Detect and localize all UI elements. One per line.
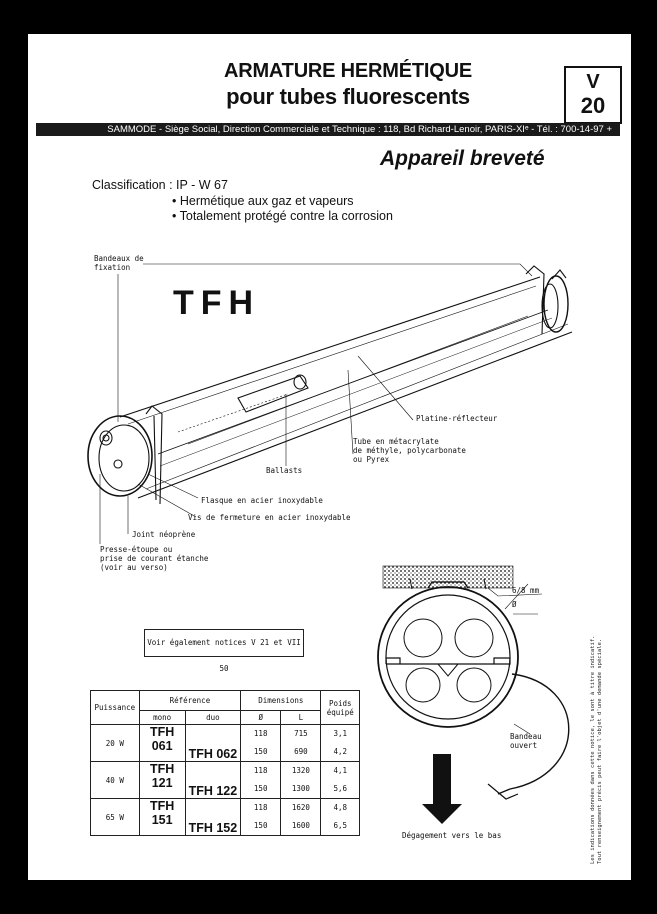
- cell-length: [281, 799, 321, 836]
- header-poids: [321, 691, 360, 725]
- label-degagement: Dégagement vers le bas: [402, 831, 502, 840]
- table-row: [91, 725, 360, 762]
- feature-bullet: • Hermétique aux gaz et vapeurs: [172, 194, 354, 208]
- header-poids-line: Poids: [328, 698, 352, 708]
- cell-weight: [321, 725, 360, 762]
- cell-duo: TFH 152: [185, 799, 241, 836]
- cell-value: 6,5: [333, 821, 347, 830]
- model-name: TFH: [173, 284, 261, 322]
- cell-value: 715: [294, 729, 308, 738]
- header-dimensions: Dimensions: [241, 691, 321, 711]
- cell-power: 40 W: [91, 762, 140, 799]
- side-disclaimer-line: Les indications données dans cette notice, le sont à titre indicatif.: [590, 635, 596, 864]
- cell-value: 4,1: [333, 766, 347, 775]
- cell-value: 690: [294, 747, 308, 756]
- label-line: de méthyle, polycarbonate: [353, 446, 466, 455]
- cell-value: 4,8: [333, 803, 347, 812]
- title-line-1: ARMATURE HERMÉTIQUE: [223, 60, 473, 82]
- cell-mono: TFH 061: [139, 725, 185, 762]
- header-duo: duo: [185, 711, 241, 725]
- cell-length: [281, 725, 321, 762]
- company-banner: SAMMODE - Siège Social, Direction Commerciale et Technique : 118, Bd Richard-Lenoir, PARIS-XIᵉ - Tél. : 700-14-97 +: [36, 123, 620, 136]
- classification: Classification : IP - W 67: [92, 178, 228, 192]
- label-line: ou Pyrex: [353, 455, 390, 464]
- see-also-note: Voir également notices V 21 et VII 50: [144, 629, 304, 657]
- side-disclaimer-line: Tout renseignement précis peut faire l'objet d'une demande spéciale.: [597, 638, 603, 864]
- cell-value: 118: [253, 803, 268, 812]
- feature-bullet: • Totalement protégé contre la corrosion: [172, 209, 393, 223]
- cell-value: 1300: [291, 784, 310, 793]
- cell-weight: [321, 799, 360, 836]
- notice-code-number: 20: [580, 93, 606, 118]
- cell-value: 150: [253, 747, 268, 756]
- header-poids-line: équipé: [326, 707, 354, 717]
- cell-value: 4,2: [333, 747, 347, 756]
- specifications-table: [90, 690, 360, 836]
- cell-length: [281, 762, 321, 799]
- label-line: fixation: [94, 263, 131, 272]
- cell-value: 1620: [291, 803, 310, 812]
- label-gap: 6/8 mm: [512, 586, 540, 595]
- label-line: Bandeaux de: [94, 254, 144, 263]
- patent-heading: Appareil breveté: [380, 147, 545, 170]
- document-page: [28, 34, 631, 880]
- table-row: [91, 762, 360, 799]
- label-line: Presse-étoupe ou: [100, 545, 173, 554]
- table-row: [91, 799, 360, 836]
- cell-value: 150: [253, 784, 268, 793]
- title-line-2: pour tubes fluorescents: [226, 84, 470, 109]
- label-diameter: Ø: [512, 600, 517, 609]
- cell-duo: TFH 122: [185, 762, 241, 799]
- header-reference: Référence: [139, 691, 241, 711]
- label-platine: Platine-réflecteur: [416, 414, 498, 423]
- cell-weight: [321, 762, 360, 799]
- label-bandeau-ouvert: [510, 732, 542, 750]
- cell-value: 1320: [291, 766, 310, 775]
- header-diameter: Ø: [241, 711, 281, 725]
- header-mono: mono: [139, 711, 185, 725]
- header-puissance: Puissance: [91, 691, 140, 725]
- cell-value: 118: [253, 729, 268, 738]
- side-disclaimer: [590, 624, 604, 864]
- cell-value: 118: [253, 766, 268, 775]
- cell-power: 20 W: [91, 725, 140, 762]
- cell-value: 5,6: [333, 784, 347, 793]
- label-line: prise de courant étanche: [100, 554, 209, 563]
- label-vis: Vis de fermeture en acier inoxydable: [188, 513, 351, 522]
- cell-value: 3,1: [333, 729, 347, 738]
- label-line: ouvert: [510, 741, 538, 750]
- cell-mono: TFH 151: [139, 799, 185, 836]
- side-disclaimer-text: [590, 624, 604, 864]
- label-line: Bandeau: [510, 732, 542, 741]
- label-line: (voir au verso): [100, 563, 168, 572]
- notice-code-letter: V: [586, 71, 600, 93]
- cell-mono: TFH 121: [139, 762, 185, 799]
- cell-value: 150: [253, 821, 268, 830]
- label-joint: Joint néoprène: [132, 530, 196, 539]
- label-flasque: Flasque en acier inoxydable: [201, 496, 323, 505]
- cell-diameter: [241, 799, 281, 836]
- cell-value: 1600: [291, 821, 310, 830]
- label-line: Tube en métacrylate: [353, 437, 439, 446]
- cell-duo: TFH 062: [185, 725, 241, 762]
- cell-diameter: [241, 725, 281, 762]
- header-length: L: [281, 711, 321, 725]
- cell-power: 65 W: [91, 799, 140, 836]
- label-ballasts: Ballasts: [266, 466, 303, 475]
- cell-diameter: [241, 762, 281, 799]
